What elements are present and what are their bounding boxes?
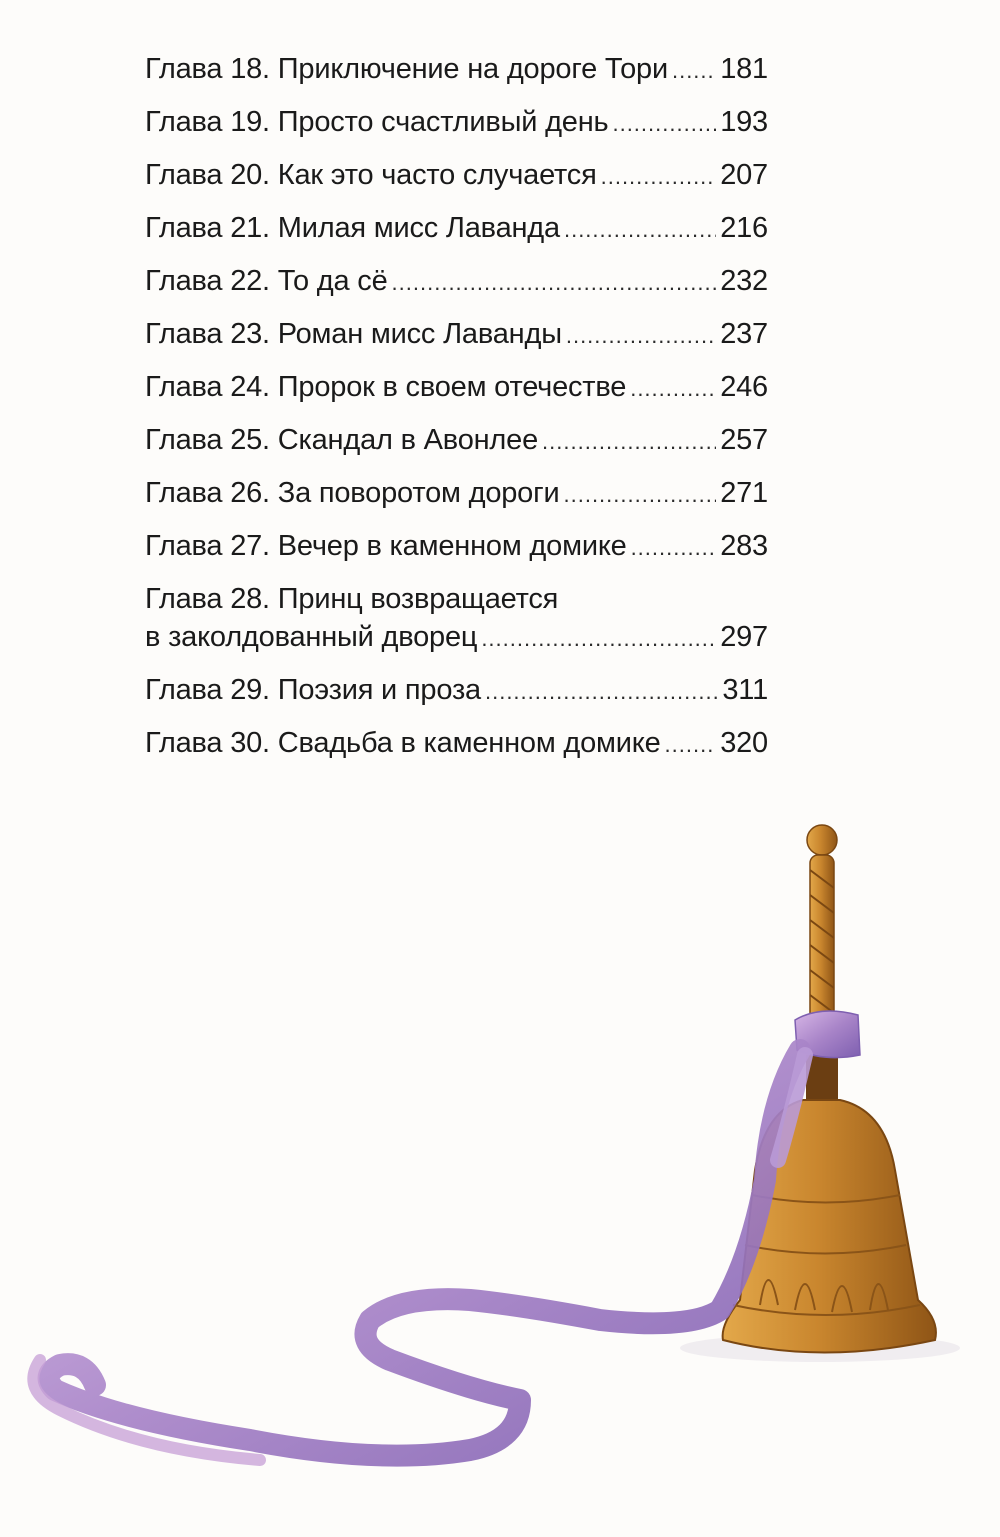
toc-leader bbox=[564, 213, 716, 247]
toc-leader bbox=[542, 425, 716, 459]
toc-entry-27[interactable] bbox=[145, 529, 768, 565]
toc-entry-20[interactable] bbox=[145, 158, 768, 194]
toc-leader bbox=[485, 675, 718, 709]
toc-entry-26[interactable] bbox=[145, 476, 768, 512]
toc-entry-22[interactable] bbox=[145, 264, 768, 300]
toc-leader bbox=[566, 319, 716, 353]
toc-title: Глава 27. Вечер в каменном домике bbox=[145, 530, 627, 562]
toc-leader bbox=[631, 531, 717, 565]
toc-title: Глава 24. Пророк в своем отечестве bbox=[145, 371, 627, 403]
toc-page: 311 bbox=[722, 674, 768, 706]
toc-leader bbox=[630, 372, 716, 406]
toc-leader bbox=[564, 478, 717, 512]
toc-entry-28[interactable] bbox=[145, 582, 768, 656]
toc-page: 216 bbox=[720, 212, 768, 244]
toc-leader bbox=[665, 728, 717, 762]
toc-entry-18[interactable] bbox=[145, 52, 768, 88]
toc-entry-29[interactable] bbox=[145, 673, 768, 709]
toc-title: Глава 21. Милая мисс Лаванда bbox=[145, 212, 560, 244]
toc-title: Глава 19. Просто счастливый день bbox=[145, 106, 609, 138]
toc-leader bbox=[612, 107, 716, 141]
toc-page: 297 bbox=[720, 621, 768, 653]
toc-leader bbox=[672, 54, 716, 88]
toc-title: Глава 25. Скандал в Авонлее bbox=[145, 424, 539, 456]
toc-page: 237 bbox=[720, 318, 768, 350]
toc-entry-23[interactable] bbox=[145, 317, 768, 353]
toc-page: 257 bbox=[720, 424, 768, 456]
toc-title: Глава 22. То да сё bbox=[145, 265, 388, 297]
toc-title: Глава 18. Приключение на дороге Тори bbox=[145, 53, 668, 85]
bell-with-ribbon-icon bbox=[0, 800, 1000, 1537]
toc-page: 193 bbox=[720, 106, 768, 138]
toc-entry-30[interactable] bbox=[145, 726, 768, 762]
toc-title: Глава 28. Принц возвращается bbox=[145, 583, 559, 615]
toc-leader bbox=[481, 622, 716, 656]
table-of-contents bbox=[145, 52, 768, 779]
toc-leader bbox=[392, 266, 717, 300]
toc-title: Глава 23. Роман мисс Лаванды bbox=[145, 318, 562, 350]
toc-entry-19[interactable] bbox=[145, 105, 768, 141]
toc-page: 271 bbox=[720, 477, 768, 509]
toc-page: 181 bbox=[720, 53, 768, 85]
toc-page: 232 bbox=[720, 265, 768, 297]
toc-title-continued: в заколдованный дворец bbox=[145, 621, 478, 653]
toc-title: Глава 30. Свадьба в каменном домике bbox=[145, 727, 661, 759]
toc-entry-21[interactable] bbox=[145, 211, 768, 247]
toc-leader bbox=[601, 160, 717, 194]
toc-page: 283 bbox=[720, 530, 768, 562]
toc-entry-24[interactable] bbox=[145, 370, 768, 406]
toc-title: Глава 20. Как это часто случается bbox=[145, 159, 597, 191]
toc-title: Глава 26. За поворотом дороги bbox=[145, 477, 560, 509]
toc-entry-25[interactable] bbox=[145, 423, 768, 459]
toc-page: 320 bbox=[720, 727, 768, 759]
ribbon bbox=[33, 1011, 860, 1460]
toc-title: Глава 29. Поэзия и проза bbox=[145, 674, 481, 706]
toc-page: 207 bbox=[720, 159, 768, 191]
toc-entry-28-continued bbox=[145, 620, 768, 656]
toc-page: 246 bbox=[720, 371, 768, 403]
